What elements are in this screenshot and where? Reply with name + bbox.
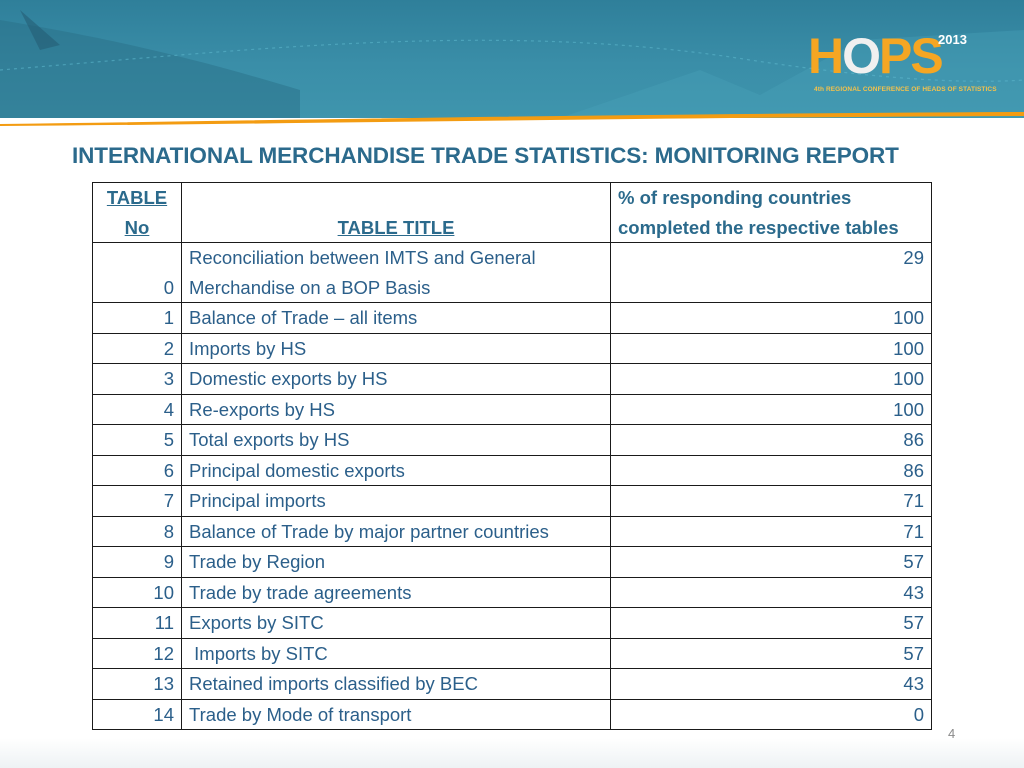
table-row [93,638,932,669]
logo-subtitle: 4th REGIONAL CONFERENCE OF HEADS OF STATISTICS [814,86,997,93]
cell-pct: 100 [611,333,932,364]
orange-swoosh [0,112,1024,126]
cell-title: Domestic exports by HS [182,364,611,395]
cell-no: 14 [93,699,182,730]
cell-title: Total exports by HS [182,425,611,456]
cell-pct: 57 [611,608,932,639]
table-row [93,699,932,730]
cell-pct: 100 [611,303,932,334]
cell-title: Balance of Trade by major partner countries [182,516,611,547]
table-row [93,486,932,517]
page-number: 4 [948,726,956,741]
cell-no: 6 [93,455,182,486]
table-row [93,425,932,456]
cell-title: Imports by SITC [182,638,611,669]
cell-title: Imports by HS [182,333,611,364]
footer-strip [0,738,1024,768]
cell-pct: 71 [611,516,932,547]
cell-no: 7 [93,486,182,517]
table-row [93,455,932,486]
cell-no: 12 [93,638,182,669]
table-row [93,333,932,364]
cell-no: 13 [93,669,182,700]
header-banner [0,0,1024,118]
cell-no: 1 [93,303,182,334]
cell-title: Re-exports by HS [182,394,611,425]
cell-pct: 43 [611,669,932,700]
cell-title: Principal domestic exports [182,455,611,486]
cell-pct: 86 [611,455,932,486]
table-row [93,608,932,639]
cell-no: 4 [93,394,182,425]
cell-title: Trade by Region [182,547,611,578]
table-row [93,577,932,608]
monitoring-table [92,182,932,730]
cell-title: Trade by Mode of transport [182,699,611,730]
cell-no: 5 [93,425,182,456]
cell-pct: 29 [611,243,932,303]
cell-no: 11 [93,608,182,639]
logo-year: 2013 [938,32,967,47]
cell-pct: 57 [611,638,932,669]
cell-pct: 0 [611,699,932,730]
cell-no: 3 [93,364,182,395]
cell-no: 0 [93,243,182,303]
cell-no: 8 [93,516,182,547]
table-header-row [93,183,932,243]
page-title: INTERNATIONAL MERCHANDISE TRADE STATISTICS: MONITORING REPORT [72,143,899,168]
cell-title: Exports by SITC [182,608,611,639]
header-table-title: TABLE TITLE [182,183,611,243]
table-row [93,547,932,578]
table-row [93,364,932,395]
cell-pct: 86 [611,425,932,456]
cell-title: Trade by trade agreements [182,577,611,608]
header-table-no: TABLE No [93,183,182,243]
cell-no: 10 [93,577,182,608]
table-row [93,303,932,334]
cell-pct: 100 [611,364,932,395]
table-row [93,516,932,547]
cell-pct: 71 [611,486,932,517]
cell-title: Reconciliation between IMTS and General Merchandise on a BOP Basis [182,243,611,303]
table-row [93,243,932,303]
cell-title: Retained imports classified by BEC [182,669,611,700]
cell-pct: 43 [611,577,932,608]
header-pct: % of responding countries completed the respective tables [611,183,932,243]
cell-pct: 100 [611,394,932,425]
cell-title: Principal imports [182,486,611,517]
logo-wordmark: HOPS [808,28,942,84]
cell-no: 9 [93,547,182,578]
hops-logo [808,28,997,102]
cell-title: Balance of Trade – all items [182,303,611,334]
table-row [93,394,932,425]
cell-pct: 57 [611,547,932,578]
table-row [93,669,932,700]
cell-no: 2 [93,333,182,364]
